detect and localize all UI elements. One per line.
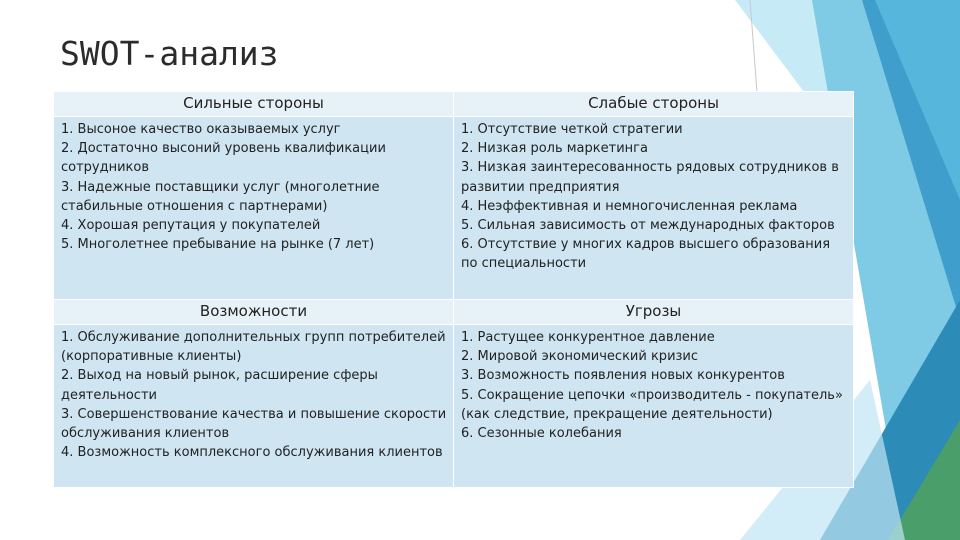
swot-body-row-bottom [54,325,854,488]
swot-header-row-bottom [54,300,854,325]
swot-body-row-top [54,117,854,300]
list-item: 6. Сезонные колебания [461,426,622,442]
list-item: 5. Многолетнее пребывание на рынке (7 лет) [61,237,375,253]
list-item: 4. Возможность комплексного обслуживания клиентов [61,445,443,461]
list-item: 3. Совершенствование качества и повышение скорости обслуживания клиентов [61,406,447,442]
list-item: 2. Низкая роль маркетинга [461,141,648,157]
list-item: 1. Обслуживание дополнительных групп потребителей (корпоративные клиенты) [61,330,446,365]
list-item: 6. Отсутствие у многих кадров высшего образования по специальности [461,237,831,272]
weaknesses-list [454,117,854,300]
strengths-heading: Сильные стороны [54,92,454,117]
list-item: 3. Надежные поставщики услуг (многолетние стабильные отношения с партнерами) [61,179,380,214]
list-item: 4. Неэффективная и немногочисленная реклама [461,198,798,214]
list-item: 2. Выход на новый рынок, расширение сферы деятельности [61,368,378,403]
list-item: 4. Хорошая репутация у покупателей [61,218,321,234]
list-item: 5. Сильная зависимость от международных факторов [461,218,835,234]
strengths-list [54,117,454,300]
swot-header-row-top [54,92,854,117]
list-item: 3. Низкая заинтересованность рядовых сотрудников в развитии предприятия [461,160,839,195]
threats-heading: Угрозы [454,300,854,325]
list-item: 2. Мировой экономический кризис [461,349,699,365]
list-item: 2. Достаточно высоний уровень квалификации сотрудников [61,141,386,176]
page-title: SWOT-анализ [60,34,279,73]
list-item: 1. Растущее конкурентное давление [461,330,715,345]
list-item: 3. Возможность появления новых конкурентов [461,368,785,384]
swot-table [53,91,854,488]
list-item: 5. Сокращение цепочки «производитель - покупатель» (как следствие, прекращение деятельности) [461,387,843,422]
threats-list [454,325,854,488]
opportunities-heading: Возможности [54,300,454,325]
list-item: 1. Отсутствие четкой стратегии [461,122,683,137]
weaknesses-heading: Слабые стороны [454,92,854,117]
opportunities-list [54,325,454,488]
list-item: 1. Высоное качество оказываемых услуг [61,122,341,137]
